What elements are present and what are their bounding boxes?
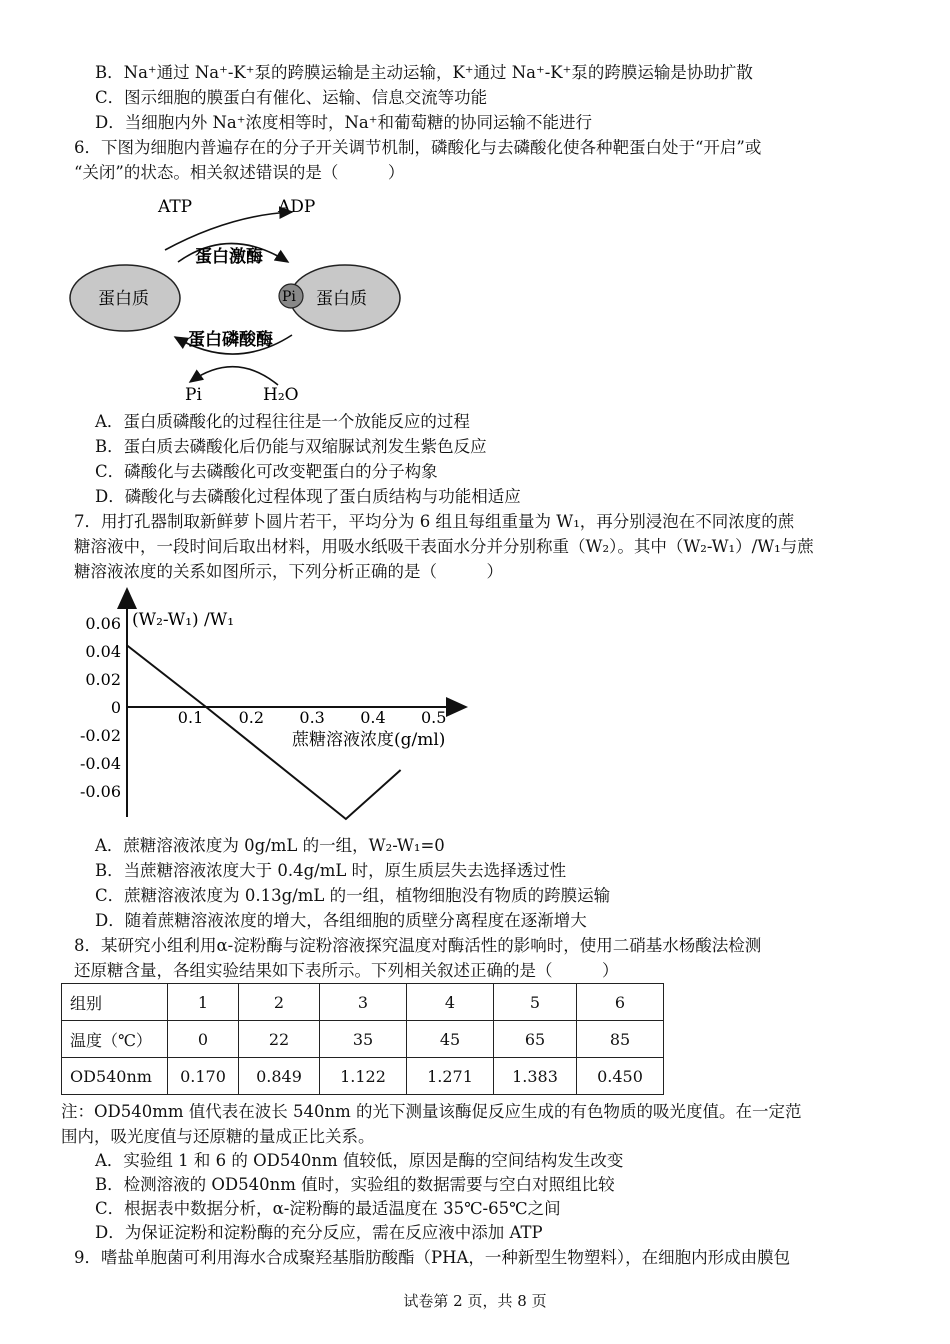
q6-option-d: D．磷酸化与去磷酸化过程体现了蛋白质结构与功能相适应	[95, 487, 521, 506]
chart-x-tick-label: 0.1	[177, 708, 204, 727]
q6-stem-line2: “关闭”的状态。相关叙述错误的是（ ）	[74, 163, 405, 182]
q7-option-d: D．随着蔗糖溶液浓度的增大，各组细胞的质壁分离程度在逐渐增大	[95, 911, 587, 930]
phosphatase-label: 蛋白磷酸酶	[188, 330, 273, 350]
enzyme-data-table	[61, 983, 664, 1095]
table-cell: 0.849	[239, 1058, 320, 1095]
phosphorylation-diagram	[60, 190, 420, 410]
atp-label: ATP	[158, 197, 193, 217]
table-cell: 65	[494, 1021, 577, 1058]
osmosis-line-chart	[70, 585, 470, 830]
chart-y-axis-label: (W₂-W₁) /W₁	[132, 610, 235, 630]
table-cell: 22	[239, 1021, 320, 1058]
chart-y-tick-label: 0.06	[85, 614, 121, 633]
table-cell: 6	[577, 984, 664, 1021]
q8-stem-line2: 还原糖含量，各组实验结果如下表所示。下列相关叙述正确的是（ ）	[74, 961, 619, 980]
chart-x-tick-label: 0.5	[421, 708, 447, 727]
chart-y-tick-label: -0.02	[79, 726, 121, 745]
q7-stem-line2: 糖溶液中，一段时间后取出材料，用吸水纸吸干表面水分并分别称重（W₂）。其中（W₂-W₁）/W₁与蔗	[74, 537, 814, 556]
table-row	[62, 984, 664, 1021]
q6-option-a: A．蛋白质磷酸化的过程往往是一个放能反应的过程	[95, 412, 470, 431]
table-cell: OD540nm	[62, 1058, 168, 1095]
q9-stem-line1: 9．嗜盐单胞菌可利用海水合成聚羟基脂肪酸酯（PHA，一种新型生物塑料），在细胞内形成由膜包	[74, 1248, 791, 1267]
q7-stem-line3: 糖溶液浓度的关系如图所示，下列分析正确的是（ ）	[74, 562, 503, 581]
q8-note-line1: 注：OD540mm 值代表在波长 540nm 的光下测量该酶促反应生成的有色物质的吸光度值。在一定范	[61, 1102, 802, 1121]
table-cell: 1	[168, 984, 239, 1021]
chart-y-tick-label: 0.02	[85, 670, 121, 689]
kinase-label: 蛋白激酶	[195, 247, 263, 267]
h2o-label: H₂O	[263, 385, 299, 405]
table-cell: 1.271	[407, 1058, 494, 1095]
chart-x-axis-label: 蔗糖溶液浓度(g/ml)	[292, 730, 446, 750]
chart-y-tick-label: 0	[110, 698, 121, 717]
table-cell: 4	[407, 984, 494, 1021]
table-cell: 组别	[62, 984, 168, 1021]
table-row	[62, 1058, 664, 1095]
chart-y-tick-label: -0.06	[79, 782, 121, 801]
protein-left-label: 蛋白质	[98, 289, 149, 309]
table-cell: 5	[494, 984, 577, 1021]
table-cell: 1.383	[494, 1058, 577, 1095]
table-row	[62, 1021, 664, 1058]
q7-option-b: B．当蔗糖溶液浓度大于 0.4g/mL 时，原生质层失去选择透过性	[95, 861, 567, 880]
q8-note-line2: 围内，吸光度值与还原糖的量成正比关系。	[61, 1127, 375, 1146]
chart-y-tick-label: 0.04	[85, 642, 121, 661]
table-cell: 温度（℃）	[62, 1021, 168, 1058]
phosphate-circle-label: Pi	[282, 289, 296, 305]
table-cell: 3	[320, 984, 407, 1021]
q8-option-b: B．检测溶液的 OD540nm 值时，实验组的数据需要与空白对照组比较	[95, 1175, 615, 1194]
chart-x-tick-label: 0.3	[299, 708, 325, 727]
q7-option-c: C．蔗糖溶液浓度为 0.13g/mL 的一组，植物细胞没有物质的跨膜运输	[95, 886, 611, 905]
q7-option-a: A．蔗糖溶液浓度为 0g/mL 的一组，W₂-W₁=0	[95, 836, 445, 855]
h2o-pi-arrow	[190, 367, 278, 385]
table-cell: 45	[407, 1021, 494, 1058]
chart-x-tick-label: 0.2	[238, 708, 265, 727]
page-footer: 试卷第 2 页，共 8 页	[403, 1292, 547, 1310]
chart-y-tick-label: -0.04	[79, 754, 121, 773]
q5-option-c: C．图示细胞的膜蛋白有催化、运输、信息交流等功能	[95, 88, 488, 107]
protein-right-label: 蛋白质	[316, 289, 367, 309]
table-cell: 1.122	[320, 1058, 407, 1095]
table-cell: 0.450	[577, 1058, 664, 1095]
chart-x-tick-label: 0.4	[360, 708, 386, 727]
q8-option-d: D．为保证淀粉和淀粉酶的充分反应，需在反应液中添加 ATP	[95, 1223, 543, 1242]
q8-option-a: A．实验组 1 和 6 的 OD540nm 值较低，原因是酶的空间结构发生改变	[95, 1151, 624, 1170]
q6-stem-line1: 6．下图为细胞内普遍存在的分子开关调节机制，磷酸化与去磷酸化使各种靶蛋白处于“开启”或	[74, 138, 762, 157]
table-cell: 2	[239, 984, 320, 1021]
q5-option-b: B．Na⁺通过 Na⁺-K⁺泵的跨膜运输是主动运输，K⁺通过 Na⁺-K⁺泵的跨膜运输是协助扩散	[95, 63, 753, 82]
table-cell: 0.170	[168, 1058, 239, 1095]
q6-option-b: B．蛋白质去磷酸化后仍能与双缩脲试剂发生紫色反应	[95, 437, 487, 456]
q8-stem-line1: 8．某研究小组利用α-淀粉酶与淀粉溶液探究温度对酶活性的影响时，使用二硝基水杨酸法检测	[74, 936, 762, 955]
q7-stem-line1: 7．用打孔器制取新鲜萝卜圆片若干，平均分为 6 组且每组重量为 W₁，再分别浸泡在不同浓度的蔗	[74, 512, 795, 531]
table-cell: 85	[577, 1021, 664, 1058]
q6-option-c: C．磷酸化与去磷酸化可改变靶蛋白的分子构象	[95, 462, 438, 481]
table-cell: 35	[320, 1021, 407, 1058]
pi-bottom-label: Pi	[185, 385, 202, 405]
q8-option-c: C．根据表中数据分析，α-淀粉酶的最适温度在 35℃-65℃之间	[95, 1199, 561, 1218]
adp-label: ADP	[278, 197, 316, 217]
q5-option-d: D．当细胞内外 Na⁺浓度相等时，Na⁺和葡萄糖的协同运输不能进行	[95, 113, 592, 132]
table-cell: 0	[168, 1021, 239, 1058]
